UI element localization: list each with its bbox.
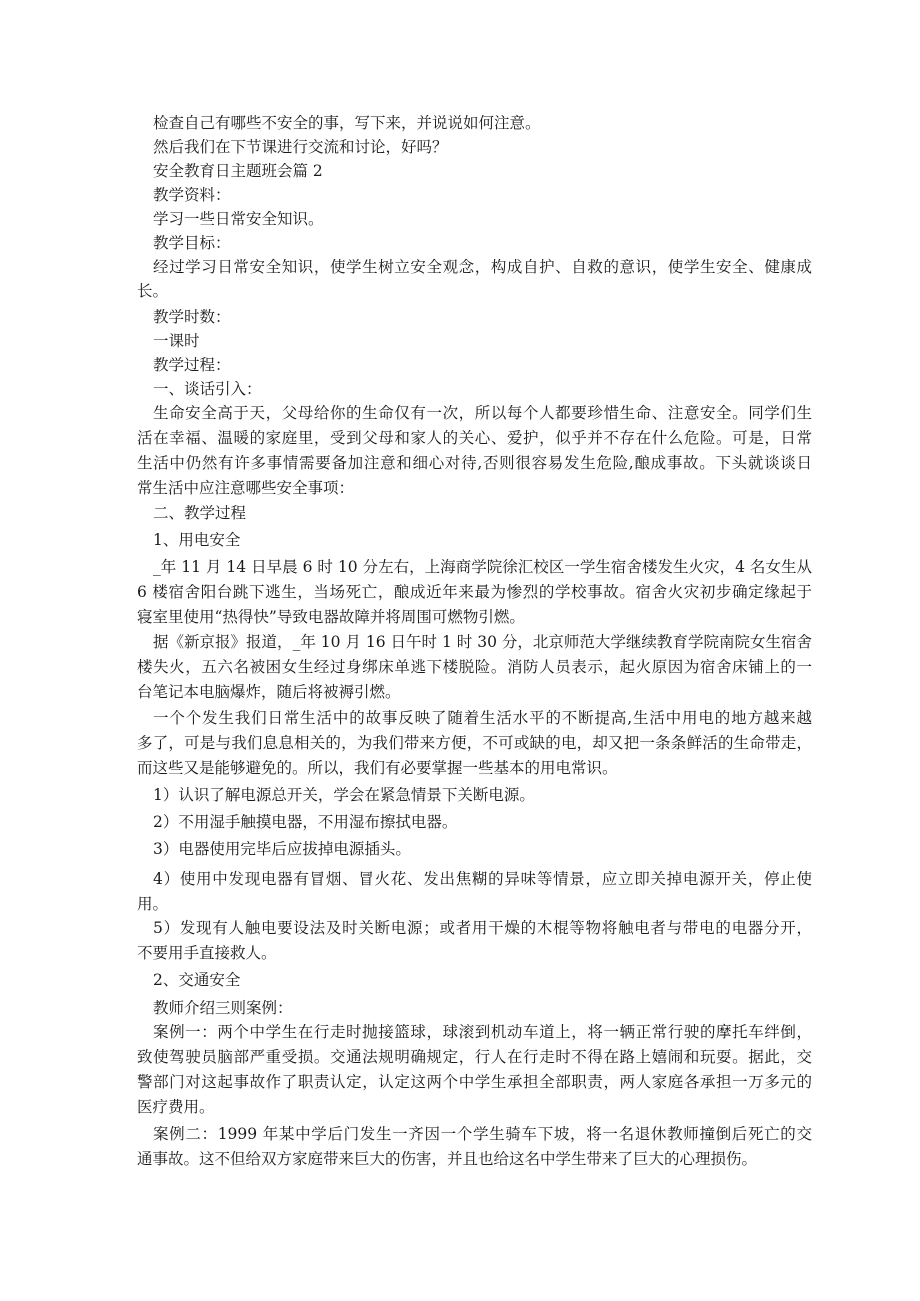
text-line: 2）不用湿手触摸电器，不用湿布擦拭电器。 <box>153 813 458 831</box>
text-line: 据《新京报》报道，_年 10 月 16 日午时 1 时 30 分，北京师范大学继续教育学院南院女生宿舍 <box>153 633 812 651</box>
text-line: 不要用手直接救人。 <box>137 944 277 962</box>
text-line: _年 11 月 14 日早晨 6 时 10 分左右，上海商学院徐汇校区一学生宿舍楼发生火灾，4 名女生从 <box>153 558 812 576</box>
text-line: 1）认识了解电源总开关，学会在紧急情景下关断电源。 <box>153 786 535 804</box>
text-line: 1、用电安全 <box>153 531 241 549</box>
text-line: 然后我们在下节课进行交流和讨论，好吗？ <box>153 138 448 156</box>
text-line: 案例二：1999 年某中学后门发生一齐因一个学生骑车下坡，将一名退休教师撞倒后死亡的交 <box>153 1125 812 1143</box>
text-line: 案例一：两个中学生在行走时抛接篮球，球滚到机动车道上，将一辆正常行驶的摩托车绊倒， <box>153 1023 812 1041</box>
text-line: 教学过程： <box>153 356 231 374</box>
text-line: 学习一些日常安全知识。 <box>153 210 324 228</box>
section-title: 安全教育日主题班会篇 2 <box>153 162 323 180</box>
text-line: 活在幸福、温暖的家庭里，受到父母和家人的关心、爱护，似乎并不存在什么危险。可是，日常 <box>137 429 812 447</box>
text-line: 检查自己有哪些不安全的事，写下来，并说说如何注意。 <box>153 114 541 132</box>
text-line: 常生活中应注意哪些安全事项： <box>137 479 355 497</box>
text-line: 长。 <box>137 282 169 300</box>
text-line: 多了，可是与我们息息相关的，为我们带来方便，不可或缺的电，却又把一条条鲜活的生命带走， <box>137 734 812 752</box>
text-line: 而这些又是能够避免的。所以，我们有必要掌握一些基本的用电常识。 <box>137 759 618 777</box>
text-line: 致使驾驶员脑部严重受损。交通法规明确规定，行人在行走时不得在路上嬉闹和玩耍。据此，交 <box>137 1048 812 1066</box>
text-line: 二、教学过程 <box>153 504 247 522</box>
text-line: 生活中仍然有许多事情需要备加注意和细心对待,否则很容易发生危险,酿成事故。下头就谈谈日 <box>137 454 812 472</box>
text-line: 一个个发生我们日常生活中的故事反映了随着生活水平的不断提高,生活中用电的地方越来越 <box>153 709 812 727</box>
text-line: 4）使用中发现电器有冒烟、冒火花、发出焦糊的异味等情景，应立即关掉电源开关，停止使 <box>153 870 812 888</box>
text-line: 2、交通安全 <box>153 971 241 989</box>
text-line: 3）电器使用完毕后应拔掉电源插头。 <box>153 840 411 858</box>
text-line: 寝室里使用“热得快”导致电器故障并将周围可燃物引燃。 <box>137 608 525 626</box>
text-line: 一课时 <box>153 332 200 350</box>
text-line: 教学时数： <box>153 308 231 326</box>
text-line: 一、谈话引入： <box>153 380 262 398</box>
text-line: 教学目标： <box>153 234 231 252</box>
text-line: 警部门对这起事故作了职责认定，认定这两个中学生承担全部职责，两人家庭各承担一万多元的 <box>137 1073 812 1091</box>
text-line: 教师介绍三则案例： <box>153 999 293 1017</box>
text-line: 经过学习日常安全知识，使学生树立安全观念，构成自护、自救的意识，使学生安全、健康成 <box>153 258 812 276</box>
text-line: 台笔记本电脑爆炸，随后将被褥引燃。 <box>137 683 401 701</box>
text-line: 楼失火，五六名被困女生经过身绑床单逃下楼脱险。消防人员表示，起火原因为宿舍床铺上的一 <box>137 658 812 676</box>
text-line: 医疗费用。 <box>137 1098 215 1116</box>
text-line: 通事故。这不但给双方家庭带来巨大的伤害，并且也给这名中学生带来了巨大的心理损伤。 <box>137 1150 758 1168</box>
text-line: 6 楼宿舍阳台跳下逃生，当场死亡，酿成近年来最为惨烈的学校事故。宿舍火灾初步确定缘起于 <box>137 583 812 601</box>
text-line: 生命安全高于天，父母给你的生命仅有一次，所以每个人都要珍惜生命、注意安全。同学们生 <box>153 404 812 422</box>
text-line: 教学资料： <box>153 186 231 204</box>
text-line: 5）发现有人触电要设法及时关断电源；或者用干燥的木棍等物将触电者与带电的电器分开， <box>153 919 812 937</box>
text-line: 用。 <box>137 895 169 913</box>
